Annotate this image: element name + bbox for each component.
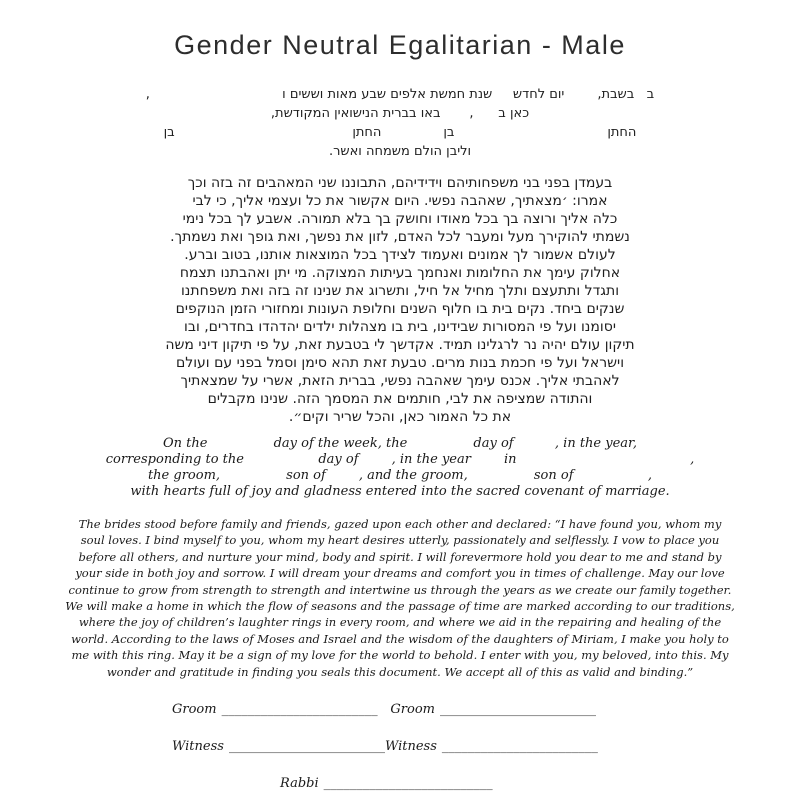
hebrew-date-line: החתן בן החתן בן <box>163 125 637 140</box>
groom-signature-left <box>172 702 378 717</box>
witness-signature-right <box>385 739 598 754</box>
groom-signature-right <box>390 702 596 717</box>
hebrew-vows-line: תיקון עולם יהיה נר לרגלינו תמיד. אקדשך לי בטבעת זאת, על פי תיקון דיני משה <box>165 337 635 353</box>
english-date-line: On the day of the week, the day of , in the year, <box>163 436 637 451</box>
hebrew-vows-line: יסומנו ועל פי המסורות שבידינו, בית בו מצהלות ילדים יהדהדו בחדרים, ובו <box>184 319 616 335</box>
hebrew-vows-line: שנקים ביחד. נקים בית בו חלוף השנים וחלופת העונות ומחזורי הזמן הנוקפים <box>175 301 625 317</box>
english-date-line: corresponding to the day of , in the year in , <box>105 452 695 467</box>
hebrew-vows-line: נשמתי להוקירך מעל ומעבר לכל האדם, לזון את נפשך, ואת גופך ואת נשמתך. <box>170 229 630 245</box>
hebrew-vows-line: אחלוק עימך את החלומות ואנחמך בעיתות המצוקה. מי יתן ואהבתנו תצמח <box>179 265 621 281</box>
english-vows-line: world. According to the laws of Moses and Israel and the wisdom of the daughters of Miriam, I make you holy to <box>71 631 729 646</box>
english-vows-line: continue to grow from strength to strength and intertwine us through the years as we create our family together. <box>68 582 732 597</box>
english-date-block <box>0 436 800 500</box>
groom-signature-line-left: ________________________ <box>221 702 378 718</box>
hebrew-vows-line: וישראל ועל פי חכמת בנות מרים. טבעת זאת תהא סימן וסמל בפני עם ועולם <box>175 355 625 371</box>
witness-signature-left <box>172 739 385 754</box>
english-vows-line: wonder and gratitude in finding you seals this document. We accept all of this as valid and binding.” <box>106 664 694 679</box>
hebrew-vows-line: לאהבתי אליך. אכנס עימך שאהבה נפשי, בברית הזאת, אשרי על שמצאתיך <box>180 373 620 389</box>
english-date-line: the groom, son of , and the groom, son of , <box>147 468 653 483</box>
english-vows-line: The brides stood before family and friends, gazed upon each other and declared: “I have found you, whom my <box>78 517 722 531</box>
groom-label-left: Groom <box>172 702 217 718</box>
rabbi-signature-line: __________________________ <box>323 776 493 792</box>
page-title: Gender Neutral Egalitarian - Male <box>174 30 626 60</box>
english-vows-line: We will make a home in which the flow of seasons and the passage of time are marked according to our traditions, <box>65 599 735 614</box>
hebrew-vows-line: בעמדן בפני בני משפחותיהם וידידיהם, התבוננו שני המאהבים זה בזה וכך <box>187 175 613 191</box>
hebrew-vows-paragraph <box>0 174 800 426</box>
english-date-line: with hearts full of joy and gladness entered into the sacred covenant of marriage. <box>130 484 670 499</box>
english-vows-line: your side in both joy and sorrow. I will dream your dreams and comfort you in times of challenge. May our love <box>75 566 725 581</box>
hebrew-vows-line: והתודה שמציפה את לבי, חותמים את המסמך הזה. שנינו מקבלים <box>207 391 593 407</box>
hebrew-vows-line: ותגדל ותתעצם ותלך מחיל אל חיל, ותשרוג את שנינו זה בזה ואת משפחתנו <box>180 283 620 299</box>
groom-signature-line-right: ________________________ <box>440 702 596 718</box>
english-vows-line: soul loves. I bind myself to you, whom my heart desires utterly, passionately and selflessly. I vow to place you <box>80 533 720 548</box>
signature-section <box>0 702 800 791</box>
witness-signature-row <box>172 739 596 754</box>
hebrew-vows-line: כלה אליך ורוצה בך בכל מאודו וחושק בך בלא תמורה. אשבע לך בכל נימי <box>182 211 618 227</box>
groom-label-right: Groom <box>390 702 435 718</box>
witness-signature-line-left: ________________________ <box>228 739 385 755</box>
english-vows-line: before all others, and nurture your mind, body and spirit. I will forevermore hold you dear to me and stand by <box>78 549 722 564</box>
witness-signature-line-right: ________________________ <box>441 739 598 755</box>
english-vows-line: me with this ring. May it be a sign of my love for the world to behold. I enter with you, my beloved, into this. My <box>71 648 729 663</box>
english-vows-line: where the joy of children’s laughter rings in every room, and where we aid in the repairing and healing of the <box>78 615 722 630</box>
witness-label-right: Witness <box>384 739 437 755</box>
rabbi-label: Rabbi <box>280 776 319 792</box>
rabbi-signature-row <box>280 776 800 791</box>
hebrew-vows-line: את כל האמור כאן, והכל שריר וקים״. <box>288 409 512 425</box>
hebrew-date-block <box>0 85 800 161</box>
hebrew-vows-line: לעולם אשמור לך אמונים ואעמוד לצידך בכל המוצאות אותנו, בטוב וברע. <box>184 247 616 263</box>
hebrew-date-line: וליבן הולם משמחה ואשר. <box>328 144 472 159</box>
witness-label-left: Witness <box>172 739 224 755</box>
english-vows-paragraph <box>0 516 800 680</box>
hebrew-date-line: כאן ב , באו בברית הנישואין המקודשת, <box>270 106 530 121</box>
groom-signature-row <box>172 702 596 717</box>
hebrew-date-line: ב בשבת, יום לחדש שנת חמשת אלפים שבע מאות וששים ו , <box>145 87 655 102</box>
hebrew-vows-line: אמרו: ׳מצאתיך, שאהבה נפשי. היום אקשור את כל ועצמי אליך, כי לבי <box>192 193 608 209</box>
